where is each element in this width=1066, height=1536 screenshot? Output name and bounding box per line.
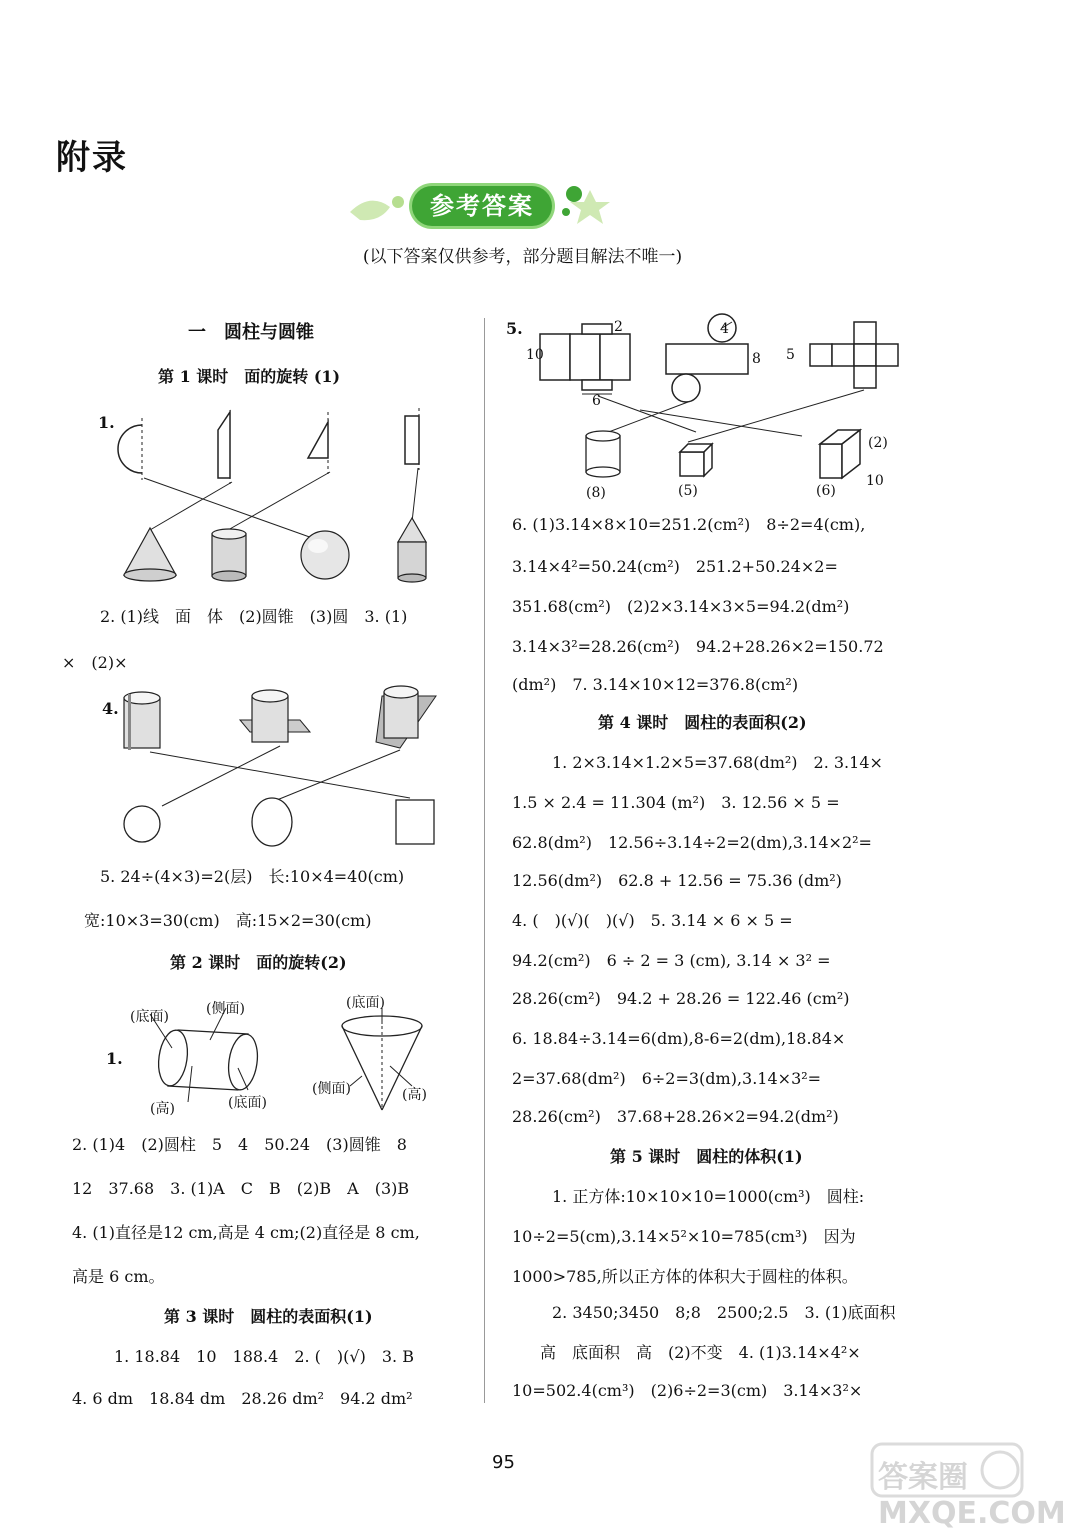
lesson-4-title: 第 4 课时 圆柱的表面积(2) bbox=[598, 713, 807, 732]
net-label-2: 2 bbox=[614, 319, 623, 335]
cylinder-label-base-bottom: (底面) bbox=[228, 1095, 267, 1111]
rectangle-shape-icon bbox=[405, 408, 419, 470]
cube-net-icon bbox=[810, 322, 898, 388]
lesson-4-line-1: 1. 2×3.14×1.2×5=37.68(dm²) 2. 3.14× bbox=[552, 753, 883, 772]
cylinder-slant-cut-icon bbox=[376, 686, 436, 748]
cylinder-label-base-top: (底面) bbox=[130, 1009, 169, 1025]
lesson-5-line-5: 高 底面积 高 (2)不变 4. (1)3.14×4²× bbox=[540, 1343, 861, 1362]
cylinder-vertical-cut-icon bbox=[124, 692, 160, 750]
question-5-line-2: 宽:10×3=30(cm) 高:15×2=30(cm) bbox=[84, 911, 372, 930]
circle-section-icon bbox=[124, 806, 160, 842]
small-cylinder-solid-icon bbox=[586, 431, 620, 477]
lesson-4-line-3: 62.8(dm²) 12.56÷3.14÷2=2(dm),3.14×2²= bbox=[512, 833, 872, 852]
cone-label-side: (侧面) bbox=[312, 1081, 351, 1097]
lesson-1-title: 第 1 课时 面的旋转 (1) bbox=[158, 367, 341, 386]
watermark-text: 答案圈 MXQE.COM bbox=[878, 1460, 1066, 1531]
small-cuboid-solid-icon bbox=[820, 430, 860, 478]
right-question-6-line-1: 6. (1)3.14×8×10=251.2(cm²) 8÷2=4(cm), bbox=[512, 515, 866, 534]
lesson-2-question-1-number: 1. bbox=[106, 1049, 123, 1068]
semicircle-shape-icon bbox=[118, 418, 142, 480]
solid-label-8: (8) bbox=[586, 485, 606, 501]
subtitle: (以下答案仅供参考，部分题目解法不唯一) bbox=[362, 247, 683, 267]
trapezoid-shape-icon bbox=[218, 410, 230, 484]
cone-solid-icon bbox=[124, 528, 176, 581]
sphere-solid-icon bbox=[301, 531, 349, 579]
cylinder-solid-icon bbox=[212, 529, 246, 581]
question-2-answer: 2. (1)线 面 体 (2)圆锥 (3)圆 3. (1) bbox=[100, 607, 408, 626]
small-cube-solid-icon bbox=[680, 444, 712, 476]
lesson-4-line-9: 2=37.68(dm²) 6÷2=3(dm),3.14×3²= bbox=[512, 1069, 822, 1088]
ellipse-section-icon bbox=[252, 798, 292, 846]
question-5-line-1: 5. 24÷(4×3)=2(层) 长:10×4=40(cm) bbox=[100, 867, 405, 886]
solid-label-2: (2) bbox=[868, 435, 888, 451]
net-label-4: 4 bbox=[720, 321, 729, 337]
lesson-2-question-4-line-1: 4. (1)直径是12 cm,高是 4 cm;(2)直径是 8 cm, bbox=[72, 1223, 420, 1242]
net-label-5: 5 bbox=[786, 347, 795, 363]
right-question-6-line-3: 351.68(cm²) (2)2×3.14×3×5=94.2(dm²) bbox=[512, 597, 850, 616]
lesson-2-question-2-line-1: 2. (1)4 (2)圆柱 5 4 50.24 (3)圆锥 8 bbox=[72, 1135, 407, 1154]
solid-label-5: (5) bbox=[678, 483, 698, 499]
right-question-6-line-2: 3.14×4²=50.24(cm²) 251.2+50.24×2= bbox=[512, 557, 838, 576]
page-number: 95 bbox=[492, 1452, 515, 1473]
lesson-4-line-6: 94.2(cm²) 6 ÷ 2 = 3 (cm), 3.14 × 3² = bbox=[512, 951, 831, 970]
lesson-2-title: 第 2 课时 面的旋转(2) bbox=[170, 953, 347, 972]
section-title: 一 圆柱与圆锥 bbox=[188, 322, 314, 343]
cone-on-cylinder-solid-icon bbox=[398, 518, 426, 582]
lesson-5-line-6: 10=502.4(cm³) (2)6÷2=3(cm) 3.14×3²× bbox=[512, 1381, 863, 1400]
lesson-4-line-8: 6. 18.84÷3.14=6(dm),8-6=2(dm),18.84× bbox=[512, 1029, 846, 1048]
right-question-5-number: 5. bbox=[506, 319, 523, 338]
column-divider bbox=[484, 318, 485, 1403]
cross-section-matching-figure bbox=[110, 686, 450, 856]
cone-label-base: (底面) bbox=[346, 995, 385, 1011]
lesson-5-title: 第 5 课时 圆柱的体积(1) bbox=[610, 1147, 803, 1166]
lesson-5-line-1: 1. 正方体:10×10×10=1000(cm³) 圆柱: bbox=[552, 1187, 865, 1206]
solid-label-10: 10 bbox=[866, 473, 884, 489]
net-label-6: 6 bbox=[592, 393, 601, 409]
triangle-shape-icon bbox=[308, 412, 328, 474]
watermark-logo bbox=[868, 1440, 1066, 1531]
answer-banner bbox=[340, 172, 620, 242]
lesson-4-line-7: 28.26(cm²) 94.2 + 28.26 = 122.46 (cm²) bbox=[512, 989, 850, 1008]
question-1-number: 1. bbox=[98, 413, 115, 432]
net-label-10: 10 bbox=[526, 347, 544, 363]
cylinder-label-side: (侧面) bbox=[206, 1001, 245, 1017]
lesson-2-question-2-line-2: 12 37.68 3. (1)A C B (2)B A (3)B bbox=[72, 1179, 410, 1198]
cylinder-horizontal-cut-icon bbox=[240, 690, 310, 742]
lesson-3-title: 第 3 课时 圆柱的表面积(1) bbox=[164, 1307, 373, 1326]
appendix-title: 附录 bbox=[56, 138, 128, 178]
lesson-5-line-3: 1000>785,所以正方体的体积大于圆柱的体积。 bbox=[512, 1267, 858, 1286]
banner-label: 参考答案 bbox=[412, 186, 552, 226]
question-4-number: 4. bbox=[102, 699, 119, 718]
question-3-continued: × (2)× bbox=[62, 653, 128, 672]
right-question-6-line-4: 3.14×3²=28.26(cm²) 94.2+28.26×2=150.72 bbox=[512, 637, 884, 656]
cylinder-net-icon bbox=[666, 314, 748, 402]
net-label-8: 8 bbox=[752, 351, 761, 367]
cone-label-height: (高) bbox=[402, 1087, 427, 1103]
lesson-2-question-4-line-2: 高是 6 cm。 bbox=[72, 1267, 165, 1286]
lesson-3-line-1: 1. 18.84 10 188.4 2. ( )(√) 3. B bbox=[114, 1347, 414, 1366]
lesson-4-line-2: 1.5 × 2.4 = 11.304 (m²) 3. 12.56 × 5 = bbox=[512, 793, 840, 812]
solid-label-6: (6) bbox=[816, 483, 836, 499]
lesson-4-line-5: 4. ( )(√)( )(√) 5. 3.14 × 6 × 5 = bbox=[512, 911, 793, 930]
lesson-3-line-2: 4. 6 dm 18.84 dm 28.26 dm² 94.2 dm² bbox=[72, 1389, 413, 1408]
rectangle-section-icon bbox=[396, 800, 434, 844]
lesson-5-line-4: 2. 3450;3450 8;8 2500;2.5 3. (1)底面积 bbox=[552, 1303, 896, 1322]
lesson-5-line-2: 10÷2=5(cm),3.14×5²×10=785(cm³) 因为 bbox=[512, 1227, 856, 1246]
lesson-4-line-10: 28.26(cm²) 37.68+28.26×2=94.2(dm²) bbox=[512, 1107, 839, 1126]
rotation-matching-figure bbox=[100, 400, 480, 590]
right-question-6-line-5: (dm²) 7. 3.14×10×12=376.8(cm²) bbox=[512, 675, 799, 694]
lesson-4-line-4: 12.56(dm²) 62.8 + 12.56 = 75.36 (dm²) bbox=[512, 871, 842, 890]
cylinder-label-height: (高) bbox=[150, 1101, 175, 1117]
